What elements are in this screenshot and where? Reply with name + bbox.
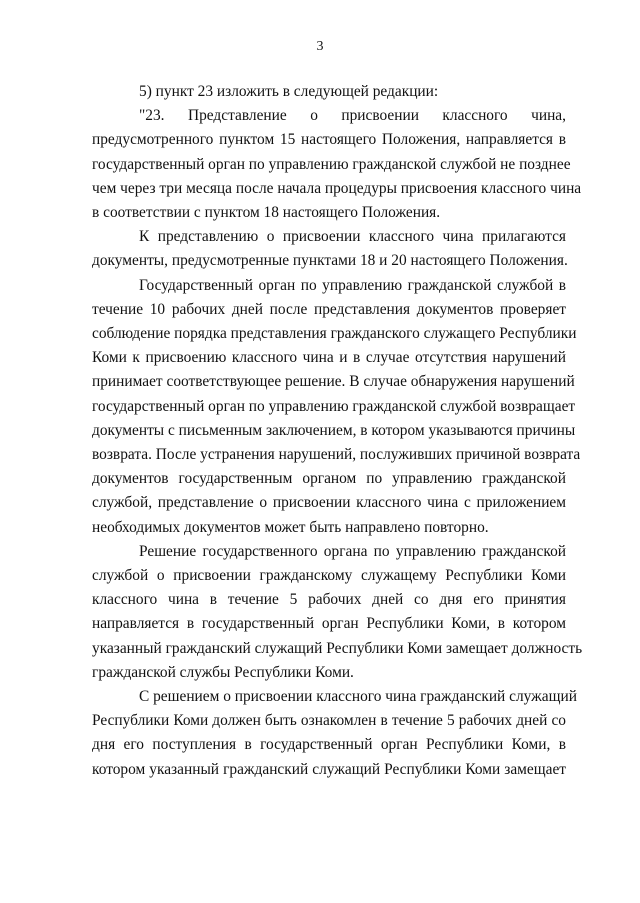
text-line: "23. Представление о присвоении классного чина, [139,107,566,125]
text-line: Государственный орган по управлению гражданской службой в [139,276,566,294]
paragraph [92,80,566,104]
text-line: С решением о присвоении классного чина гражданский служащий [139,688,577,706]
text-line: документы, предусмотренные пунктами 18 и 20 настоящего Положения. [92,252,568,270]
text-line: котором указанный гражданский служащий Республики Коми замещает [92,760,566,778]
text-line: государственный орган по управлению гражданской службой возвращает [92,397,576,415]
text-line: государственный орган по управлению гражданской службой не позднее [92,155,571,173]
text-line: направляется в государственный орган Республики Коми, в котором [92,615,566,633]
paragraph [92,274,581,540]
text-line: течение 10 рабочих дней после представления документов проверяет [92,300,566,318]
paragraph [92,104,582,225]
paragraph [92,685,577,782]
text-line: Решение государственного органа по управлению гражданской [139,542,566,560]
text-line: К представлению о присвоении классного чина прилагаются [139,228,566,246]
text-line: службой, представление о присвоении классного чина с приложением [92,494,566,512]
text-line: классного чина в течение 5 рабочих дней со дня его принятия [92,591,566,609]
text-line: 5) пункт 23 изложить в следующей редакции: [139,83,439,100]
text-line: Коми к присвоению классного чина и в случае отсутствия нарушений [92,349,566,367]
text-line: службой о присвоении гражданскому служащему Республики Коми [92,567,566,585]
text-line: документов государственным органом по управлению гражданской [92,470,566,488]
paragraph [92,540,583,685]
text-line: необходимых документов может быть направлено повторно. [92,518,489,536]
text-line: документы с письменным заключением, в котором указываются причины [92,421,576,439]
text-line: предусмотренного пунктом 15 настоящего Положения, направляется в [92,131,566,149]
text-line: соблюдение порядка представления гражданского служащего Республики [92,325,577,343]
document-body [92,80,583,782]
page-number: 3 [316,39,324,54]
paragraph [92,225,566,273]
text-line: в соответствии с пунктом 18 настоящего Положения. [92,204,441,222]
text-line: гражданской службы Республики Коми. [92,663,354,681]
text-line: возврата. После устранения нарушений, послуживших причиной возврата [92,446,581,464]
text-line: дня его поступления в государственный орган Республики Коми, в [92,736,566,754]
text-line: указанный гражданский служащий Республики Коми замещает должность [92,639,583,657]
text-line: принимает соответствующее решение. В случае обнаружения нарушений [92,373,575,391]
text-line: чем через три месяца после начала процедуры присвоения классного чина [92,179,582,197]
text-line: Республики Коми должен быть ознакомлен в течение 5 рабочих дней со [92,712,566,730]
